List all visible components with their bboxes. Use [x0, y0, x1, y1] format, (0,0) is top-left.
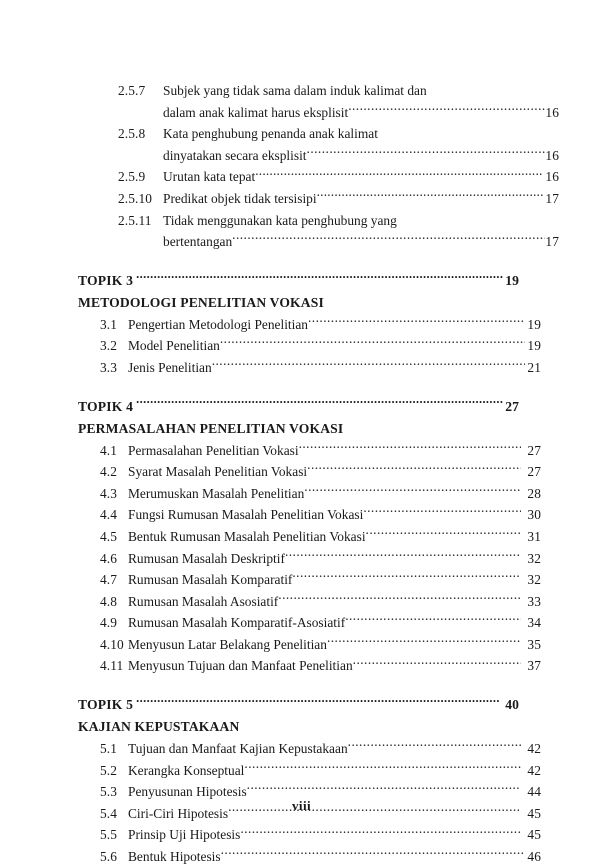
dot-leader	[363, 506, 521, 519]
toc-entry-title-line2: bertentangan	[163, 234, 233, 250]
toc-entry-page: 16	[545, 169, 559, 185]
toc-entry-number: 4.3	[100, 485, 118, 501]
toc-entry-number: 3.3	[100, 359, 118, 375]
toc-entry-page: 27	[527, 464, 541, 480]
toc-entry-title: Rumusan Masalah Asosiatif	[128, 593, 279, 609]
toc-entry-number: 4.8	[100, 593, 118, 609]
toc-entry[interactable]	[100, 526, 541, 548]
toc-entry[interactable]	[100, 634, 541, 656]
toc-entry-title: Prinsip Uji Hipotesis	[128, 827, 241, 843]
toc-entry-number: 5.1	[100, 741, 118, 757]
toc-entry[interactable]	[118, 188, 559, 210]
dot-leader	[345, 614, 521, 627]
toc-entry-title: Menyusun Latar Belakang Penelitian	[128, 636, 327, 652]
toc-entry-number: 4.4	[100, 507, 118, 523]
dot-leader	[308, 315, 525, 328]
toc-entry[interactable]	[100, 548, 541, 570]
toc-entry-page: 34	[527, 615, 541, 631]
dot-leader	[366, 528, 521, 541]
toc-entry-title: Kerangka Konseptual	[128, 762, 245, 778]
dot-leader	[136, 397, 503, 411]
toc-entry-page: 32	[527, 550, 541, 566]
dot-leader	[304, 484, 521, 497]
dot-leader	[292, 571, 521, 584]
toc-entry-page: 31	[527, 528, 541, 544]
toc-topik-page: 19	[505, 272, 519, 288]
toc-entry-page: 17	[545, 190, 559, 206]
toc-entry-number: 3.1	[100, 316, 118, 332]
toc-entry-number: 4.6	[100, 550, 118, 566]
toc-entry-number: 5.2	[100, 762, 118, 778]
toc-entry[interactable]	[100, 569, 541, 591]
toc-entry-page: 42	[527, 762, 541, 778]
dot-leader	[299, 441, 521, 454]
toc-entry-title: Subjek yang tidak sama dalam induk kalimat dan	[163, 83, 427, 98]
toc-entry-title: Rumusan Masalah Deskriptif	[128, 550, 285, 566]
toc-entry[interactable]	[100, 612, 541, 634]
toc-entry[interactable]	[118, 210, 559, 232]
toc-entry[interactable]	[100, 314, 541, 336]
section-spacer	[78, 253, 519, 270]
toc-topik-title: TOPIK 5	[78, 697, 134, 713]
toc-entry-number: 4.2	[100, 464, 118, 480]
toc-entry-number: 2.5.11	[118, 212, 152, 228]
toc-entry-page: 19	[527, 338, 541, 354]
section-spacer	[78, 379, 519, 396]
toc-entry-title: Bentuk Hipotesis	[128, 849, 221, 865]
toc-topik-title: TOPIK 4	[78, 398, 134, 414]
dot-leader	[353, 657, 521, 670]
dot-leader	[240, 826, 521, 839]
toc-entry-title: Predikat objek tidak tersisipi	[163, 190, 317, 206]
toc-entry[interactable]	[100, 846, 541, 868]
toc-entry-number: 5.4	[100, 805, 118, 821]
dot-leader	[278, 592, 521, 605]
toc-topik-page: 40	[505, 697, 519, 713]
toc-entry-continuation[interactable]	[118, 145, 559, 167]
toc-entry[interactable]	[100, 591, 541, 613]
toc-entry-title: Rumusan Masalah Komparatif-Asosiatif	[128, 615, 346, 631]
toc-entry-title: Syarat Masalah Penelitian Vokasi	[128, 464, 308, 480]
toc-topik-subtitle: PERMASALAHAN PENELITIAN VOKASI	[78, 420, 344, 436]
toc-topik-heading[interactable]	[78, 270, 519, 292]
toc-entry-title-line2: dinyatakan secara eksplisit	[163, 147, 307, 163]
toc-entry[interactable]	[100, 440, 541, 462]
toc-entry-page: 42	[527, 741, 541, 757]
dot-leader	[307, 146, 546, 159]
toc-entry-title: Jenis Penelitian	[128, 359, 212, 375]
toc-entry-page: 35	[527, 636, 541, 652]
toc-entry-number: 4.1	[100, 442, 118, 458]
toc-entry-title: Ciri-Ciri Hipotesis	[128, 805, 229, 821]
toc-entry-page: 21	[527, 359, 541, 375]
toc-entry[interactable]	[100, 504, 541, 526]
dot-leader	[136, 271, 503, 285]
dot-leader	[285, 549, 521, 562]
toc-entry-page: 37	[527, 658, 541, 674]
dot-leader	[232, 233, 545, 246]
toc-entry[interactable]	[100, 760, 541, 782]
toc-entry[interactable]	[100, 357, 541, 379]
toc-entry[interactable]	[100, 335, 541, 357]
toc-entry-page: 16	[545, 104, 559, 120]
dot-leader	[348, 740, 521, 753]
toc-entry-continuation[interactable]	[118, 231, 559, 253]
toc-entry-page: 32	[527, 572, 541, 588]
dot-leader	[220, 337, 525, 350]
toc-entry-number: 5.6	[100, 849, 118, 865]
toc-entry-page: 44	[527, 784, 541, 800]
section-spacer	[78, 677, 519, 694]
toc-entry-title: Menyusun Tujuan dan Manfaat Penelitian	[128, 658, 353, 674]
toc-entry-page: 28	[527, 485, 541, 501]
toc-entry-page: 46	[527, 849, 541, 865]
dot-leader	[327, 635, 521, 648]
toc-entry[interactable]	[100, 738, 541, 760]
dot-leader	[348, 103, 545, 116]
dot-leader	[212, 359, 525, 372]
toc-entry-page: 33	[527, 593, 541, 609]
toc-entry-title: Merumuskan Masalah Penelitian	[128, 485, 305, 501]
toc-entry-number: 2.5.10	[118, 190, 153, 206]
toc-entry[interactable]	[118, 166, 559, 188]
toc-entry-page: 19	[527, 316, 541, 332]
toc-section-continued	[78, 80, 559, 253]
toc-entry-number: 4.10	[100, 636, 124, 652]
toc-entry-continuation[interactable]	[118, 102, 559, 124]
toc-entry[interactable]	[100, 655, 541, 677]
toc-entry-number: 5.5	[100, 827, 118, 843]
toc-entry-page: 45	[527, 827, 541, 843]
toc-topik-page: 27	[505, 398, 519, 414]
toc-entry-page: 27	[527, 442, 541, 458]
toc-entry-number: 4.9	[100, 615, 118, 631]
toc-entry-title: Pengertian Metodologi Penelitian	[128, 316, 308, 332]
toc-topik-heading[interactable]	[78, 396, 519, 418]
page-folio: viii	[292, 798, 311, 813]
toc-entry-number: 2.5.8	[118, 126, 146, 142]
table-of-contents	[78, 80, 559, 868]
toc-entry-page: 17	[545, 234, 559, 250]
toc-entry-title: Kata penghubung penanda anak kalimat	[163, 126, 378, 142]
toc-entry[interactable]	[100, 483, 541, 505]
dot-leader	[244, 761, 521, 774]
toc-entry-title: Tujuan dan Manfaat Kajian Kepustakaan	[128, 741, 348, 757]
toc-entry-title: Rumusan Masalah Komparatif	[128, 572, 293, 588]
toc-entry-title: Penyusunan Hipotesis	[128, 784, 247, 800]
toc-section-topik-5	[78, 694, 541, 868]
dot-leader	[317, 190, 543, 203]
toc-entry-page: 45	[527, 805, 541, 821]
toc-entry[interactable]	[118, 123, 559, 145]
toc-entry-title: Tidak menggunakan kata penghubung yang	[163, 212, 397, 228]
toc-entry-number: 5.3	[100, 784, 118, 800]
toc-entry-number: 4.5	[100, 528, 118, 544]
toc-topik-subtitle: KAJIAN KEPUSTAKAAN	[78, 719, 240, 735]
toc-topik-subtitle: METODOLOGI PENELITIAN VOKASI	[78, 294, 324, 310]
toc-entry-number: 2.5.9	[118, 169, 146, 185]
toc-entry-number: 3.2	[100, 338, 118, 354]
dot-leader	[247, 783, 521, 796]
toc-entry-title: Permasalahan Penelitian Vokasi	[128, 442, 299, 458]
toc-entry[interactable]	[118, 80, 559, 102]
toc-entry-title: Fungsi Rumusan Masalah Penelitian Vokasi	[128, 507, 364, 523]
toc-entry-title: Bentuk Rumusan Masalah Penelitian Vokasi	[128, 528, 366, 544]
toc-topik-title: TOPIK 3	[78, 272, 134, 288]
toc-entry-number: 2.5.7	[118, 83, 146, 98]
toc-entry-title: Urutan kata tepat	[163, 169, 256, 185]
dot-leader	[255, 168, 543, 181]
toc-entry-title: Model Penelitian	[128, 338, 220, 354]
toc-topik-heading[interactable]	[78, 694, 519, 716]
toc-entry-page: 16	[545, 147, 559, 163]
toc-entry-page: 30	[527, 507, 541, 523]
toc-entry[interactable]	[100, 461, 541, 483]
toc-entry-title-line2: dalam anak kalimat harus eksplisit	[163, 104, 349, 120]
dot-leader	[307, 463, 521, 476]
toc-section-topik-4	[78, 396, 541, 678]
toc-entry-number: 4.11	[100, 658, 124, 674]
dot-leader	[136, 695, 499, 709]
toc-entry[interactable]	[100, 824, 541, 846]
toc-entry-number: 4.7	[100, 572, 118, 588]
toc-section-topik-3	[78, 270, 541, 379]
